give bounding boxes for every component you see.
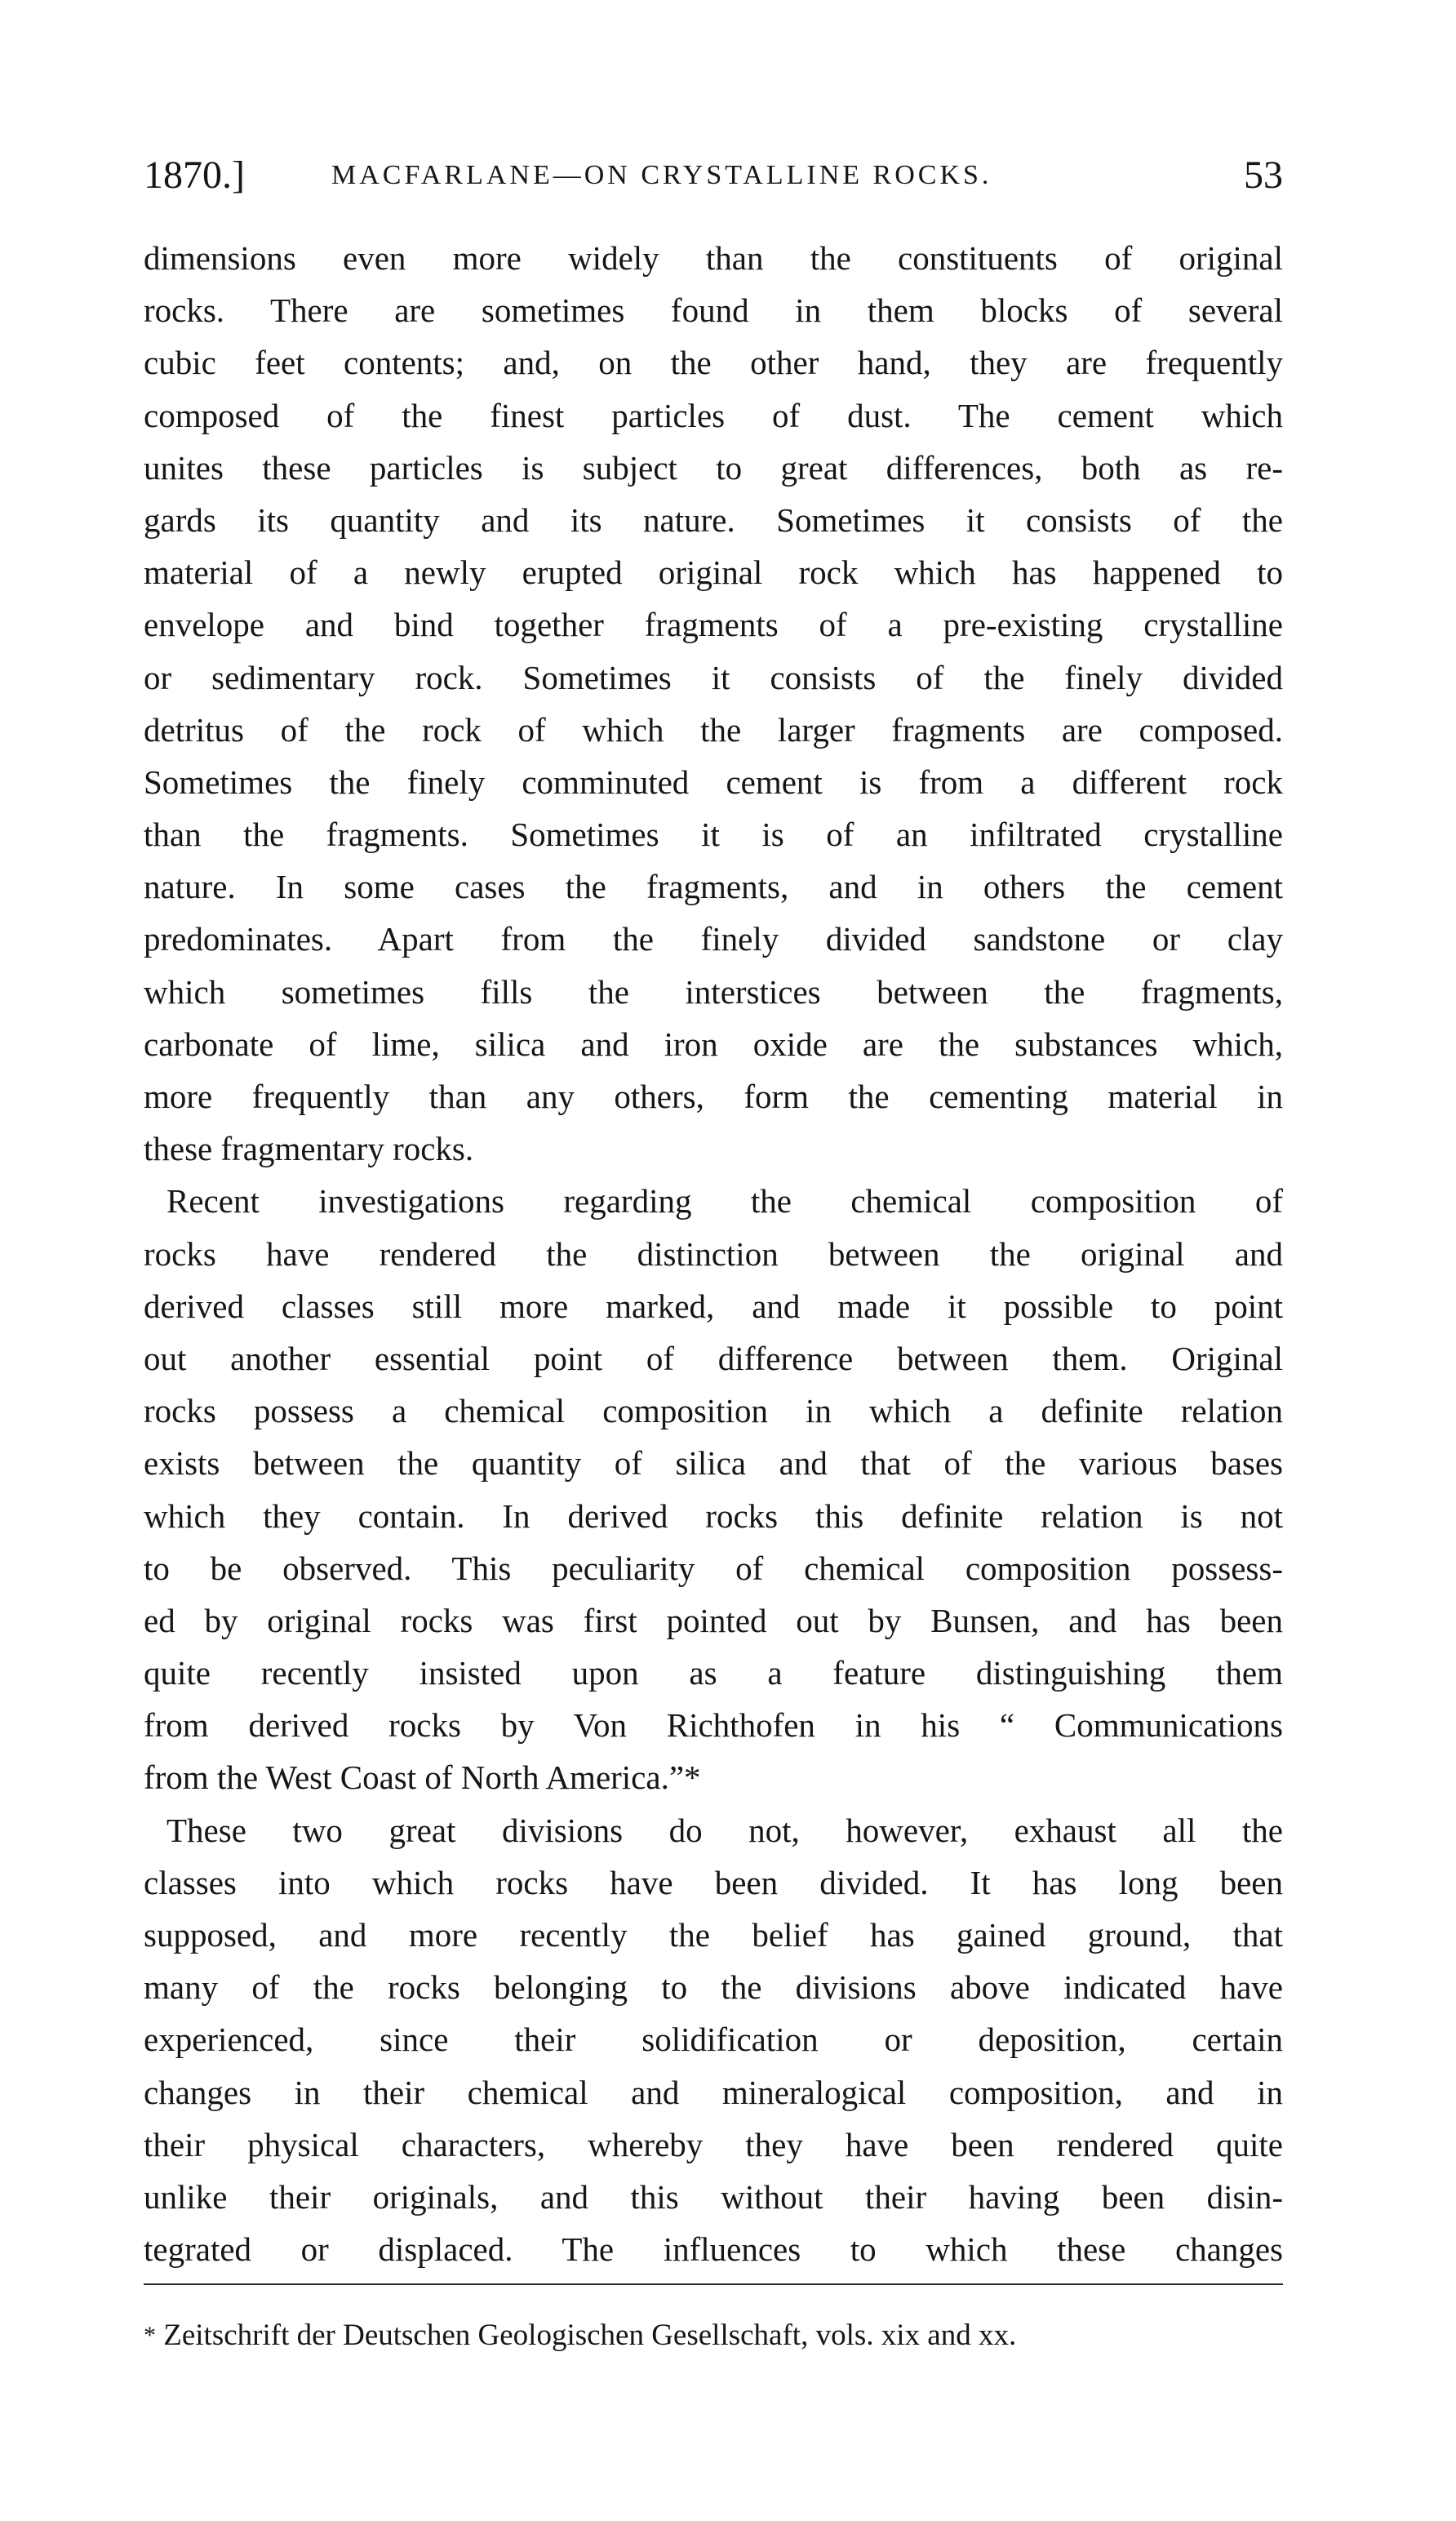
running-head-title: MACFARLANE—ON CRYSTALLINE ROCKS. bbox=[331, 160, 992, 190]
text-line: ed by original rocks was first pointed out by Bunsen, and has been bbox=[144, 1601, 1283, 1639]
footnote-marker: * bbox=[144, 2322, 156, 2350]
footnote-text: Zeitschrift der Deutschen Geologischen Gesellschaft, vols. xix and xx. bbox=[163, 2319, 1017, 2353]
paragraph bbox=[144, 1804, 1283, 2276]
text-line: many of the rocks belonging to the divisions above indicated have bbox=[144, 1968, 1283, 2007]
text-line: Recent investigations regarding the chemical composition of bbox=[166, 1182, 1283, 1220]
text-line: or sedimentary rock. Sometimes it consists of the finely divided bbox=[144, 658, 1283, 696]
text-line: derived classes still more marked, and made it possible to point bbox=[144, 1287, 1283, 1325]
text-line: tegrated or displaced. The influences to which these changes bbox=[144, 2230, 1283, 2269]
text-line: more frequently than any others, form the cementing material in bbox=[144, 1078, 1283, 1115]
text-line: detritus of the rock of which the larger fragments are composed. bbox=[144, 710, 1283, 749]
text-line: from derived rocks by Von Richthofen in his “ Communications bbox=[144, 1706, 1283, 1745]
paragraph bbox=[144, 232, 1283, 1175]
text-line: envelope and bind together fragments of a pre-existing crystalline bbox=[144, 606, 1283, 644]
paragraph bbox=[144, 1175, 1283, 1803]
text-line: from the West Coast of North America.”* bbox=[144, 1758, 701, 1797]
text-line: these fragmentary rocks. bbox=[144, 1130, 474, 1168]
text-line: predominates. Apart from the finely divided sandstone or clay bbox=[144, 920, 1283, 958]
text-line: classes into which rocks have been divided. It has long been bbox=[144, 1863, 1283, 1901]
text-line: rocks possess a chemical composition in which a definite relation bbox=[144, 1392, 1283, 1430]
running-head-year: 1870.] bbox=[144, 153, 245, 197]
text-line: Sometimes the finely comminuted cement is from a different rock bbox=[144, 763, 1283, 801]
text-line: which they contain. In derived rocks this definite relation is not bbox=[144, 1496, 1283, 1535]
text-line: quite recently insisted upon as a feature distinguishing them bbox=[144, 1654, 1283, 1692]
text-line: composed of the finest particles of dust. The cement which bbox=[144, 396, 1283, 434]
text-line: cubic feet contents; and, on the other hand, they are frequently bbox=[144, 344, 1283, 382]
text-line: carbonate of lime, silica and iron oxide are the substances which, bbox=[144, 1025, 1283, 1063]
footnote bbox=[144, 2313, 1283, 2359]
text-line: rocks have rendered the distinction between the original and bbox=[144, 1234, 1283, 1273]
text-line: dimensions even more widely than the constituents of original bbox=[144, 239, 1283, 277]
text-line: These two great divisions do not, however, exhaust all the bbox=[166, 1811, 1283, 1849]
text-line: to be observed. This peculiarity of chemical composition possess- bbox=[144, 1549, 1283, 1587]
text-line: unites these particles is subject to great differences, both as re- bbox=[144, 448, 1283, 487]
text-line: nature. In some cases the fragments, and in others the cement bbox=[144, 868, 1283, 906]
text-line: exists between the quantity of silica and that of the various bases bbox=[144, 1444, 1283, 1483]
page-number: 53 bbox=[1244, 153, 1283, 197]
text-line: changes in their chemical and mineralogical composition, and in bbox=[144, 2073, 1283, 2111]
text-line: experienced, since their solidification or deposition, certain bbox=[144, 2021, 1283, 2059]
text-line: than the fragments. Sometimes it is of an infiltrated crystalline bbox=[144, 816, 1283, 854]
text-line: which sometimes fills the interstices between the fragments, bbox=[144, 972, 1283, 1011]
text-line: their physical characters, whereby they have been rendered quite bbox=[144, 2125, 1283, 2163]
book-page bbox=[144, 147, 1283, 2441]
footnote-rule bbox=[144, 2283, 1283, 2285]
text-line: unlike their originals, and this without their having been disin- bbox=[144, 2177, 1283, 2216]
text-line: supposed, and more recently the belief has gained ground, that bbox=[144, 1916, 1283, 1954]
text-line: material of a newly erupted original rock which has happened to bbox=[144, 554, 1283, 592]
body-text bbox=[144, 232, 1283, 2275]
text-line: rocks. There are sometimes found in them blocks of several bbox=[144, 291, 1283, 330]
text-line: out another essential point of difference between them. Original bbox=[144, 1339, 1283, 1377]
text-line: gards its quantity and its nature. Sometimes it consists of the bbox=[144, 500, 1283, 539]
running-head bbox=[144, 147, 1283, 204]
